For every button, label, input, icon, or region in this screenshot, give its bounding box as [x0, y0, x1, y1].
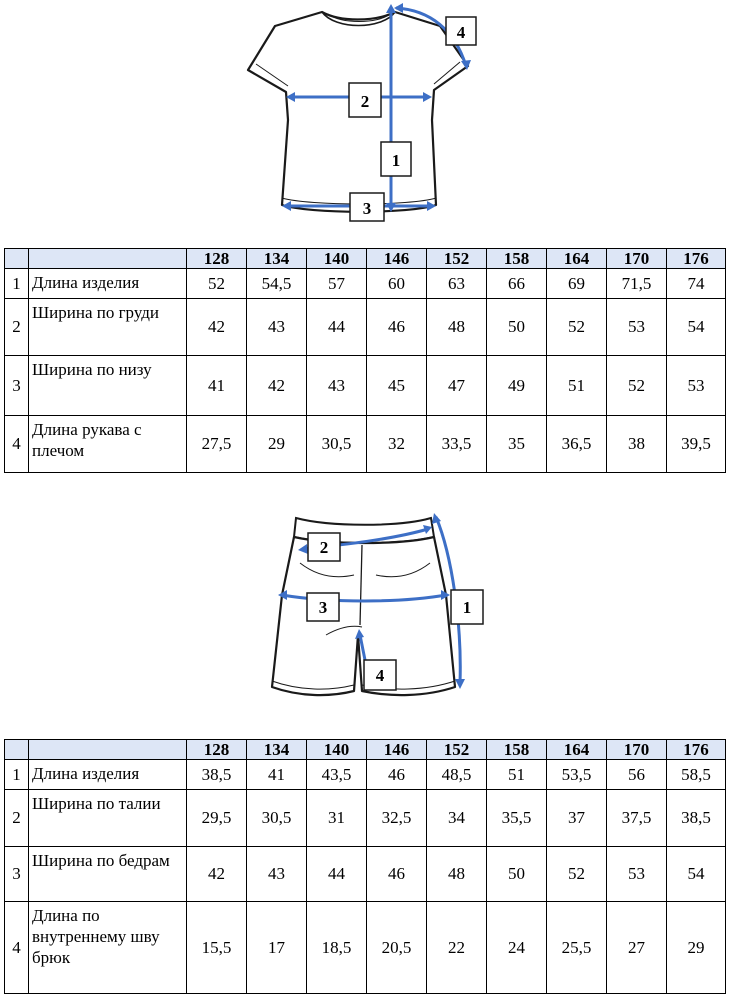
table-row: [5, 356, 726, 416]
marker-1-label: 1: [391, 151, 401, 170]
measurement-value: 30,5: [247, 790, 307, 847]
tshirt-illustration: [0, 0, 729, 232]
size-header: 164: [547, 740, 607, 760]
marker-2-label: 2: [319, 538, 329, 557]
size-header: 134: [247, 249, 307, 269]
row-number: 1: [5, 269, 29, 299]
measurement-label: Длина рукава с плечом: [29, 416, 187, 473]
row-number: 4: [5, 902, 29, 994]
measurement-value: 63: [427, 269, 487, 299]
shorts-illustration: [0, 505, 729, 710]
measurement-value: 54: [667, 847, 726, 902]
measurement-value: 48,5: [427, 760, 487, 790]
table-row: [5, 416, 726, 473]
row-number: 3: [5, 847, 29, 902]
measurement-value: 51: [547, 356, 607, 416]
size-header: 128: [187, 740, 247, 760]
measurement-value: 32: [367, 416, 427, 473]
size-header: 170: [607, 249, 667, 269]
measurement-value: 35: [487, 416, 547, 473]
measurement-value: 49: [487, 356, 547, 416]
measurement-value: 48: [427, 299, 487, 356]
measurement-value: 50: [487, 847, 547, 902]
table-row: [5, 902, 726, 994]
measurement-label: Ширина по низу: [29, 356, 187, 416]
size-header: 140: [307, 740, 367, 760]
measurement-value: 51: [487, 760, 547, 790]
marker-4-label: 4: [456, 23, 466, 42]
measurement-value: 69: [547, 269, 607, 299]
size-header: 176: [667, 249, 726, 269]
size-header: 176: [667, 740, 726, 760]
size-header: 140: [307, 249, 367, 269]
measurement-value: 53,5: [547, 760, 607, 790]
measurement-value: 53: [607, 847, 667, 902]
measurement-value: 53: [607, 299, 667, 356]
size-header: 170: [607, 740, 667, 760]
measurement-value: 58,5: [667, 760, 726, 790]
header-corner: [5, 249, 29, 269]
shorts-diagram: [0, 505, 729, 710]
size-header: 158: [487, 249, 547, 269]
measurement-value: 47: [427, 356, 487, 416]
marker-2-label: 2: [360, 92, 370, 111]
measurement-value: 37,5: [607, 790, 667, 847]
measurement-value: 43: [307, 356, 367, 416]
measurement-value: 43: [247, 847, 307, 902]
measurement-value: 44: [307, 847, 367, 902]
measurement-value: 37: [547, 790, 607, 847]
measurement-value: 52: [187, 269, 247, 299]
table-row: [5, 760, 726, 790]
row-number: 2: [5, 299, 29, 356]
measurement-value: 31: [307, 790, 367, 847]
measurement-value: 54,5: [247, 269, 307, 299]
row-number: 1: [5, 760, 29, 790]
header-corner: [29, 249, 187, 269]
measurement-value: 22: [427, 902, 487, 994]
marker-1-label: 1: [462, 598, 472, 617]
measurement-value: 27: [607, 902, 667, 994]
measurement-value: 52: [547, 299, 607, 356]
measurement-value: 60: [367, 269, 427, 299]
measurement-value: 56: [607, 760, 667, 790]
measurement-value: 41: [187, 356, 247, 416]
measurement-label: Длина по внутреннему шву брюк: [29, 902, 187, 994]
row-number: 3: [5, 356, 29, 416]
measurement-value: 52: [607, 356, 667, 416]
measurement-value: 46: [367, 299, 427, 356]
measurement-value: 38: [607, 416, 667, 473]
table-row: [5, 790, 726, 847]
measurement-value: 35,5: [487, 790, 547, 847]
measurement-value: 66: [487, 269, 547, 299]
table-row: [5, 299, 726, 356]
measurement-value: 20,5: [367, 902, 427, 994]
measurement-value: 27,5: [187, 416, 247, 473]
size-header: 146: [367, 249, 427, 269]
size-header-row: [5, 740, 726, 760]
measurement-value: 39,5: [667, 416, 726, 473]
measurement-label: Длина изделия: [29, 760, 187, 790]
row-number: 2: [5, 790, 29, 847]
size-header: 152: [427, 740, 487, 760]
measurement-value: 45: [367, 356, 427, 416]
measurement-value: 48: [427, 847, 487, 902]
measurement-label: Ширина по груди: [29, 299, 187, 356]
size-header: 158: [487, 740, 547, 760]
measurement-value: 29,5: [187, 790, 247, 847]
size-header: 164: [547, 249, 607, 269]
measurement-value: 32,5: [367, 790, 427, 847]
measurement-value: 46: [367, 760, 427, 790]
measurement-value: 25,5: [547, 902, 607, 994]
measurement-value: 36,5: [547, 416, 607, 473]
shorts-size-table: [4, 739, 726, 994]
marker-3-label: 3: [362, 199, 372, 218]
size-header-row: [5, 249, 726, 269]
table-row: [5, 847, 726, 902]
measurement-label: Ширина по бедрам: [29, 847, 187, 902]
measurement-value: 53: [667, 356, 726, 416]
measurement-value: 52: [547, 847, 607, 902]
measurement-value: 46: [367, 847, 427, 902]
header-corner: [29, 740, 187, 760]
measurement-value: 18,5: [307, 902, 367, 994]
tshirt-diagram: [0, 0, 729, 232]
measurement-value: 24: [487, 902, 547, 994]
tshirt-size-table: [4, 248, 726, 473]
table-row: [5, 269, 726, 299]
size-header: 152: [427, 249, 487, 269]
measurement-value: 33,5: [427, 416, 487, 473]
measurement-value: 42: [187, 299, 247, 356]
measurement-value: 29: [667, 902, 726, 994]
size-header: 128: [187, 249, 247, 269]
size-header: 146: [367, 740, 427, 760]
row-number: 4: [5, 416, 29, 473]
measurement-label: Длина изделия: [29, 269, 187, 299]
measurement-label: Ширина по талии: [29, 790, 187, 847]
measurement-value: 38,5: [667, 790, 726, 847]
measurement-value: 50: [487, 299, 547, 356]
measurement-value: 17: [247, 902, 307, 994]
measurement-value: 43: [247, 299, 307, 356]
measurement-value: 74: [667, 269, 726, 299]
measurement-value: 71,5: [607, 269, 667, 299]
measurement-value: 43,5: [307, 760, 367, 790]
measurement-value: 30,5: [307, 416, 367, 473]
header-corner: [5, 740, 29, 760]
measurement-value: 57: [307, 269, 367, 299]
measurement-value: 29: [247, 416, 307, 473]
marker-4-label: 4: [375, 666, 385, 685]
measurement-value: 42: [247, 356, 307, 416]
measurement-value: 44: [307, 299, 367, 356]
measurement-value: 15,5: [187, 902, 247, 994]
size-header: 134: [247, 740, 307, 760]
measurement-value: 34: [427, 790, 487, 847]
measurement-value: 41: [247, 760, 307, 790]
marker-3-label: 3: [318, 598, 328, 617]
measurement-value: 42: [187, 847, 247, 902]
measurement-value: 54: [667, 299, 726, 356]
measurement-value: 38,5: [187, 760, 247, 790]
